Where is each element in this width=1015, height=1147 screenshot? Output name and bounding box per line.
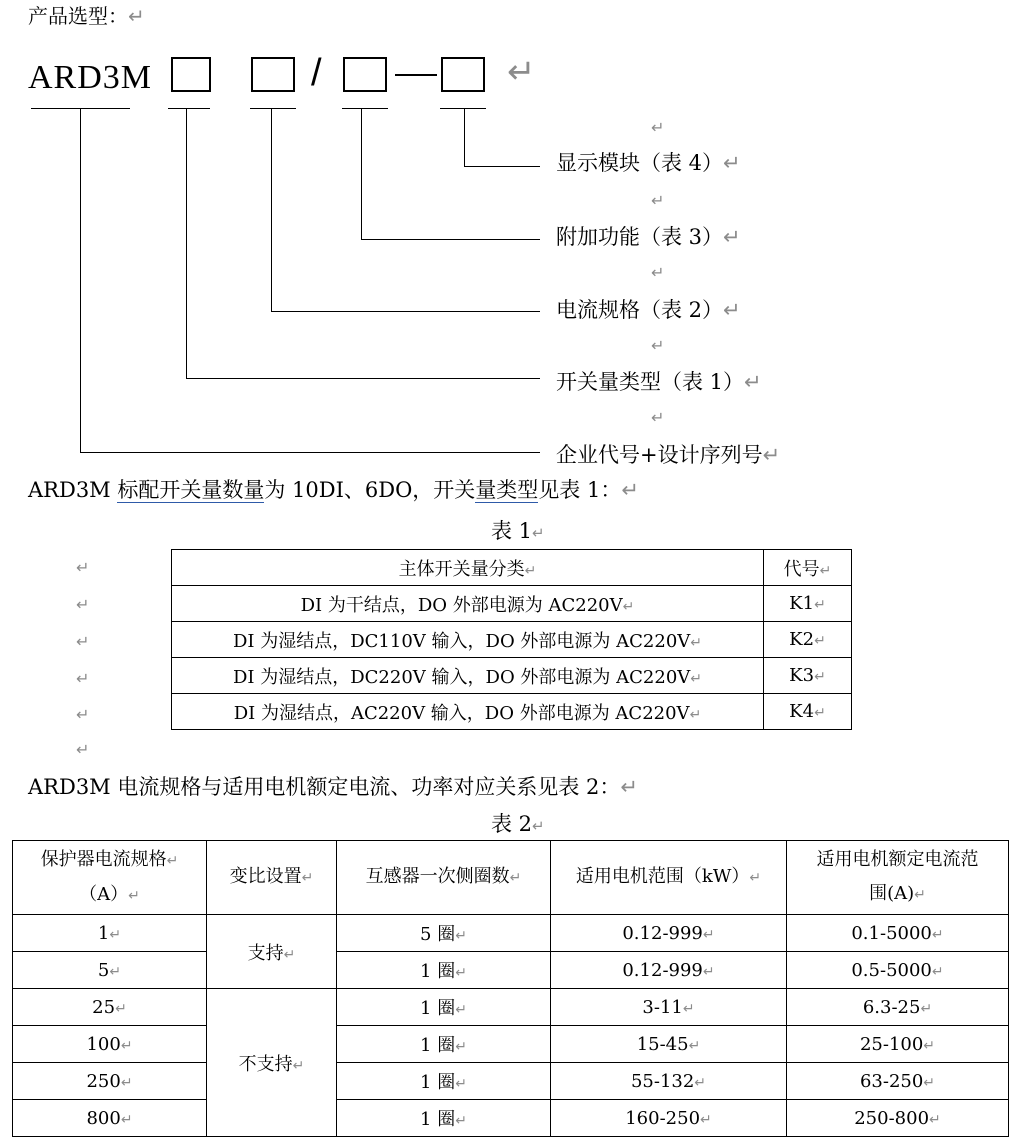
table2-cell: 1↵ (13, 915, 207, 952)
table1-cell: DI 为湿结点，AC220V 输入，DO 外部电源为 AC220V↵ (172, 694, 764, 730)
table1-row (172, 622, 852, 658)
table1-cell: K1↵ (764, 586, 852, 622)
table2-cell: 0.12-999↵ (551, 915, 787, 952)
table2-header-cell: 互感器一次侧圈数↵ (337, 841, 551, 915)
label-switch-type: 开关量类型（表 1）↵ (556, 370, 762, 394)
table2-ratio-no-support-cell: 不支持↵ (207, 989, 337, 1137)
underline-box2 (250, 108, 296, 109)
heading-text: 产品选型： (28, 4, 128, 28)
table1 (171, 549, 852, 730)
option-box-display-module (441, 57, 485, 92)
table2-cell: 63-250↵ (787, 1063, 1009, 1100)
table1-cell: DI 为湿结点，DC110V 输入，DO 外部电源为 AC220V↵ (172, 622, 764, 658)
table1-row (172, 658, 852, 694)
table2-cell: 25↵ (13, 989, 207, 1026)
paragraph-switch-intro: ARD3M 标配开关量数量为 10DI、6DO，开关量类型见表 1：↵ (28, 478, 639, 502)
table2-cell: 0.5-5000↵ (787, 952, 1009, 989)
return-mark: ↵ (76, 632, 90, 651)
table2-cell: 100↵ (13, 1026, 207, 1063)
return-mark: ↵ (76, 740, 90, 759)
return-mark: ↵ (651, 191, 665, 210)
connector-display-h (464, 166, 540, 167)
table2-caption: 表 2↵ (491, 812, 545, 836)
return-mark: ↵ (651, 408, 665, 427)
table2-cell: 6.3-25↵ (787, 989, 1009, 1026)
table2-cell: 0.12-999↵ (551, 952, 787, 989)
table2-cell: 250-800↵ (787, 1100, 1009, 1137)
table2-cell: 15-45↵ (551, 1026, 787, 1063)
table1-cell: K3↵ (764, 658, 852, 694)
table2-row (13, 989, 1009, 1026)
table1-cell: DI 为干结点，DO 外部电源为 AC220V↵ (172, 586, 764, 622)
return-mark: ↵ (651, 118, 665, 137)
table2-row (13, 1026, 1009, 1063)
table2-cell: 5 圈↵ (337, 915, 551, 952)
connector-current-v (271, 108, 272, 312)
table2-cell: 250↵ (13, 1063, 207, 1100)
table1-cell: DI 为湿结点，DC220V 输入，DO 外部电源为 AC220V↵ (172, 658, 764, 694)
model-dash (395, 74, 437, 76)
option-box-additional-function (343, 57, 387, 92)
table2-cell: 0.1-5000↵ (787, 915, 1009, 952)
table2-cell: 5↵ (13, 952, 207, 989)
table2-header-cell: 保护器电流规格↵ （A）↵ (13, 841, 207, 915)
return-mark: ↵ (76, 558, 90, 577)
table1-header-row (172, 550, 852, 586)
return-mark: ↵ (76, 705, 90, 724)
connector-display-v (464, 108, 465, 167)
connector-company-h (80, 452, 540, 453)
table2 (12, 840, 1009, 1137)
table2-cell: 55-132↵ (551, 1063, 787, 1100)
connector-switch-h (186, 378, 540, 379)
option-box-switch-type (171, 57, 211, 92)
table2-cell: 1 圈↵ (337, 1100, 551, 1137)
paragraph-current-intro: ARD3M 电流规格与适用电机额定电流、功率对应关系见表 2：↵ (28, 775, 638, 799)
table2-cell: 800↵ (13, 1100, 207, 1137)
heading (28, 4, 145, 28)
table2-cell: 1 圈↵ (337, 989, 551, 1026)
connector-company-v (80, 108, 81, 453)
table2-header-cell: 变比设置↵ (207, 841, 337, 915)
underline-box1 (168, 108, 210, 109)
table2-row (13, 1100, 1009, 1137)
table2-row (13, 915, 1009, 952)
table2-ratio-support-cell: 支持↵ (207, 915, 337, 989)
table1-row (172, 694, 852, 730)
table2-cell: 3-11↵ (551, 989, 787, 1026)
table2-cell: 160-250↵ (551, 1100, 787, 1137)
table2-cell: 1 圈↵ (337, 1063, 551, 1100)
table2-header-row (13, 841, 1009, 915)
connector-current-h (271, 311, 540, 312)
return-mark: ↵ (76, 669, 90, 688)
table1-row (172, 586, 852, 622)
table1-caption: 表 1↵ (491, 519, 545, 543)
table1-header-cell: 代号↵ (764, 550, 852, 586)
option-box-current-spec (251, 57, 295, 92)
table2-cell: 1 圈↵ (337, 1026, 551, 1063)
label-current-spec: 电流规格（表 2）↵ (556, 298, 741, 322)
connector-switch-v (186, 108, 187, 379)
label-company-code: 企业代号+设计序列号↵ (556, 443, 781, 467)
model-slash: / (311, 52, 322, 94)
return-mark: ↵ (76, 595, 90, 614)
underline-box3 (342, 108, 388, 109)
table1-cell: K2↵ (764, 622, 852, 658)
label-additional-function: 附加功能（表 3）↵ (556, 225, 741, 249)
table2-cell: 1 圈↵ (337, 952, 551, 989)
label-display-module: 显示模块（表 4）↵ (556, 151, 741, 175)
table2-row (13, 952, 1009, 989)
model-prefix: ARD3M (28, 59, 153, 96)
table2-header-cell: 适用电机额定电流范 围(A)↵ (787, 841, 1009, 915)
return-mark: ↵ (651, 263, 665, 282)
table1-cell: K4↵ (764, 694, 852, 730)
table1-header-cell: 主体开关量分类↵ (172, 550, 764, 586)
connector-function-v (361, 108, 362, 240)
return-mark: ↵ (128, 4, 145, 28)
connector-function-h (361, 239, 540, 240)
table2-header-cell: 适用电机范围（kW）↵ (551, 841, 787, 915)
table2-row (13, 1063, 1009, 1100)
return-mark: ↵ (651, 336, 665, 355)
model-return-mark: ↵ (507, 52, 536, 92)
underline-box4 (440, 108, 486, 109)
table2-cell: 25-100↵ (787, 1026, 1009, 1063)
